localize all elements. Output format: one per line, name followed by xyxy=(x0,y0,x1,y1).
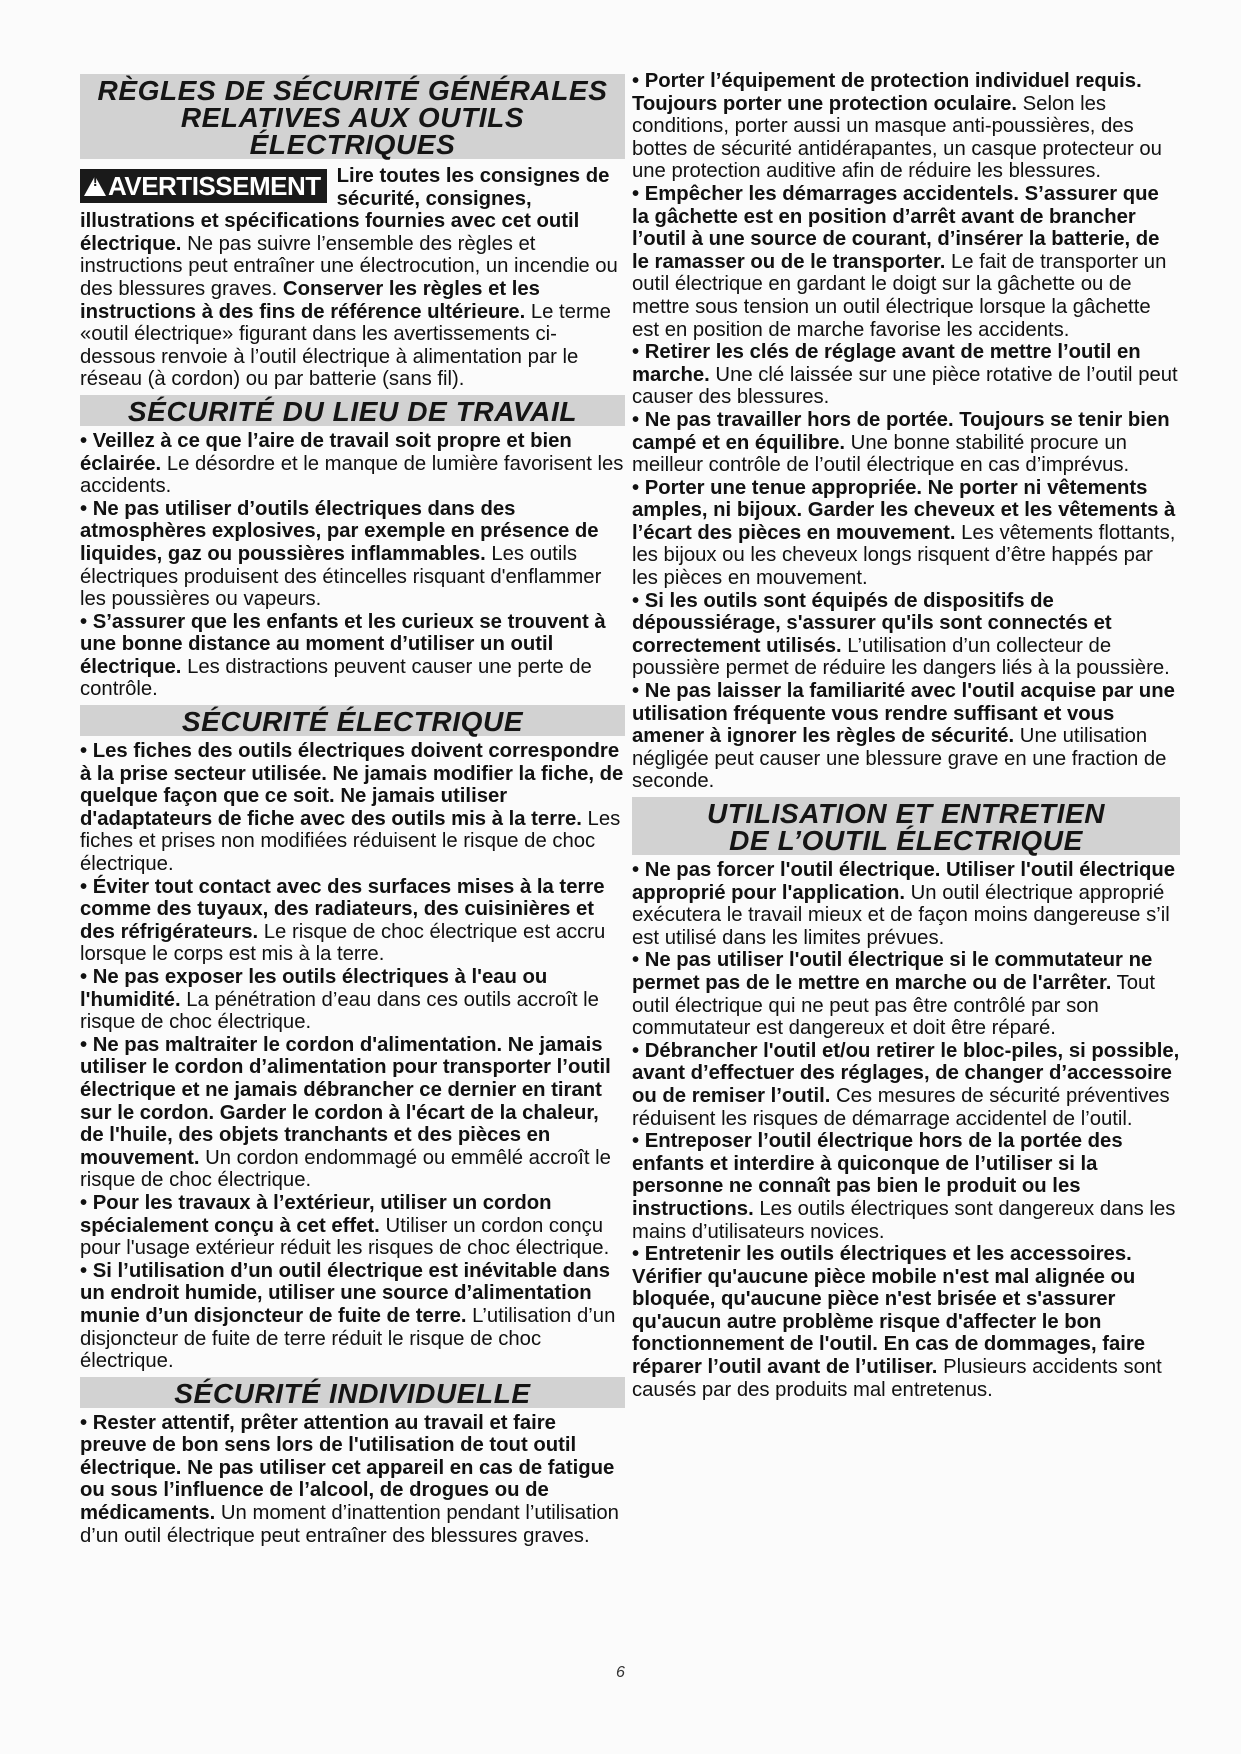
list-item: • Ne pas forcer l'outil électrique. Utiliser l'outil électrique approprié pour l'application. Un outil électrique approprié exécutera le travail mieux et de façon moins dangereuse s’il est utilisé dans les limites prévues. xyxy=(632,859,1176,949)
list-item: • Porter une tenue appropriée. Ne porter ni vêtements amples, ni bijoux. Garder les cheveux et les vêtements à l’écart des pièces en mouvement. Les vêtements flottants, les bijoux ou les cheveux longs risquent d’être happés par les pièces en mouvement. xyxy=(632,476,1176,590)
list-item: • Porter l’équipement de protection individuel requis. Toujours porter une protection oculaire. Selon les conditions, porter aussi un masque anti-poussières, des bottes de sécurité antidérapantes, un casque protecteur ou une protection auditive afin de réduire les blessures. xyxy=(632,70,1162,183)
list-item: • Ne pas laisser la familiarité avec l'outil acquise par une utilisation fréquente vous rendre suffisant et vous amener à ignorer les règles de sécurité. Une utilisation négligée peut causer une blessure grave en une fraction de seconde. xyxy=(632,680,1175,793)
list-item: • Ne pas utiliser l'outil électrique si le commutateur ne permet pas de le mettre en marche ou de l'arrêter. Tout outil électrique qui ne peut pas être contrôlé par son commutateur est dangereux et doit être réparé. xyxy=(632,949,1155,1040)
list-item: • Entreposer l’outil électrique hors de la portée des enfants et interdire à quiconque de l’utiliser si la personne ne connaît pas bien le produit ou les instructions. Les outils électriques sont dangereux dans les mains d’utilisateurs novices. xyxy=(632,1130,1176,1243)
list-item: • Entretenir les outils électriques et les accessoires. Vérifier qu'aucune pièce mobile n'est mal alignée ou bloquée, qu'aucune pièce n'est brisée et s'assurer qu'aucun autre problème risque d'affecter le bon fonctionnement de l'outil. En cas de dommages, faire réparer l’outil avant de l’utiliser. Plusieurs accidents sont causés par des produits mal entretenus. xyxy=(632,1243,1162,1401)
list-item: • Retirer les clés de réglage avant de mettre l’outil en marche. Une clé laissée sur une pièce rotative de l’outil peut causer des blessures. xyxy=(632,341,1178,409)
list-item: • Ne pas travailler hors de portée. Toujours se tenir bien campé et en équilibre. Une bonne stabilité procure un meilleur contrôle de l’outil électrique en cas d’imprévus. xyxy=(632,408,1170,477)
section-header-use-care: UTILISATION ET ENTRETIEN DE L’OUTIL ÉLECTRIQUE xyxy=(632,797,1180,855)
list-item: • Ne pas maltraiter le cordon d'alimentation. Ne jamais utiliser le cordon d’alimentation pour transporter l’outil électrique et ne jamais débrancher ce dernier en tirant sur le cordon. Garder le cordon à l'écart de la chaleur, de l'huile, des objets tranchants et des pièces en mouvement. Un cordon endommagé ou emmêlé accroît le risque de choc électrique. xyxy=(80,1033,611,1192)
warning-intro: ! AVERTISSEMENT Lire toutes les consignes de sécurité, consignes, illustrations et spécifications fournies avec cet outil électrique. Ne pas suivre l’ensemble des règles et instructions peut entraîner une électrocution, un incendie ou des blessures graves. Conserver les règles et les instructions à des fins de référence ultérieure. Le terme «outil électrique» figurant dans les avertissements ci-dessous renvoie à l’outil électrique à alimentation par le réseau (à cordon) ou par batterie (sans fil). xyxy=(80,165,618,391)
list-item: • S’assurer que les enfants et les curieux se trouvent à une bonne distance au moment d’utiliser un outil électrique. Les distractions peuvent causer une perte de contrôle. xyxy=(80,610,606,701)
list-item: • Rester attentif, prêter attention au travail et faire preuve de bon sens lors de l'utilisation de tout outil électrique. Ne pas utiliser cet appareil en cas de fatigue ou sous l’influence de l’alcool, de drogues ou de médicaments. Un moment d’inattention pendant l’utilisation d’un outil électrique peut entraîner des blessures graves. xyxy=(80,1411,619,1547)
section-header-electrical: SÉCURITÉ ÉLECTRIQUE xyxy=(80,705,625,736)
right-column xyxy=(632,70,1180,1401)
section-header-general-rules: RÈGLES DE SÉCURITÉ GÉNÉRALES RELATIVES AUX OUTILS ÉLECTRIQUES xyxy=(80,74,625,159)
warning-badge: ! AVERTISSEMENT xyxy=(80,169,327,203)
list-item: • Si l’utilisation d’un outil électrique est inévitable dans un endroit humide, utiliser une source d’alimentation munie d’un disjoncteur de fuite de terre. L’utilisation d’un disjoncteur de fuite de terre réduit le risque de choc électrique. xyxy=(80,1259,616,1373)
list-item: • Veillez à ce que l’aire de travail soit propre et bien éclairée. Le désordre et le manque de lumière favorisent les accidents. xyxy=(80,429,624,498)
list-item: • Ne pas exposer les outils électriques à l'eau ou l'humidité. La pénétration d’eau dans ces outils accroît le risque de choc électrique. xyxy=(80,966,599,1034)
list-item: • Les fiches des outils électriques doivent correspondre à la prise secteur utilisée. Ne jamais modifier la fiche, de quelque façon que ce soit. Ne jamais utiliser d'adaptateurs de fiche avec des outils mis à la terre. Les fiches et prises non modifiées réduisent le risque de choc électrique. xyxy=(80,740,624,876)
warning-triangle-icon: ! xyxy=(84,170,108,202)
list-item: • Éviter tout contact avec des surfaces mises à la terre comme des tuyaux, des radiateurs, des cuisinières et des réfrigérateurs. Le risque de choc électrique est accru lorsque le corps est mis à la terre. xyxy=(80,875,606,966)
section-header-personal: SÉCURITÉ INDIVIDUELLE xyxy=(80,1377,625,1408)
list-item: • Débrancher l'outil et/ou retirer le bloc-piles, si possible, avant d’effectuer des réglages, de changer d’accessoire ou de remiser l’outil. Ces mesures de sécurité préventives réduisent les risques de démarrage accidentel de l’outil. xyxy=(632,1039,1180,1130)
left-column xyxy=(80,70,625,1547)
section-header-work-area: SÉCURITÉ DU LIEU DE TRAVAIL xyxy=(80,395,625,426)
list-item: • Empêcher les démarrages accidentels. S’assurer que la gâchette est en position d’arrêt avant de brancher l’outil à une source de courant, d’insérer la batterie, de le ramasser ou de le transporter. Le fait de transporter un outil électrique en gardant le doigt sur la gâchette ou de mettre sous tension un outil électrique lorsque la gâchette est en position de marche favorise les accidents. xyxy=(632,182,1167,341)
list-item: • Pour les travaux à l’extérieur, utiliser un cordon spécialement conçu à cet effet. Utiliser un cordon conçu pour l'usage extérieur réduit les risques de choc électrique. xyxy=(80,1191,610,1260)
page-number: 6 xyxy=(616,1664,625,1681)
list-item: • Si les outils sont équipés de dispositifs de dépoussiérage, s'assurer qu'ils sont connectés et correctement utilisés. L’utilisation d’un collecteur de poussière permet de réduire les dangers liés à la poussière. xyxy=(632,589,1170,680)
list-item: • Ne pas utiliser d’outils électriques dans des atmosphères explosives, par exemple en présence de liquides, gaz ou poussières inflammables. Les outils électriques produisent des étincelles risquant d'enflammer les poussières ou vapeurs. xyxy=(80,497,602,611)
